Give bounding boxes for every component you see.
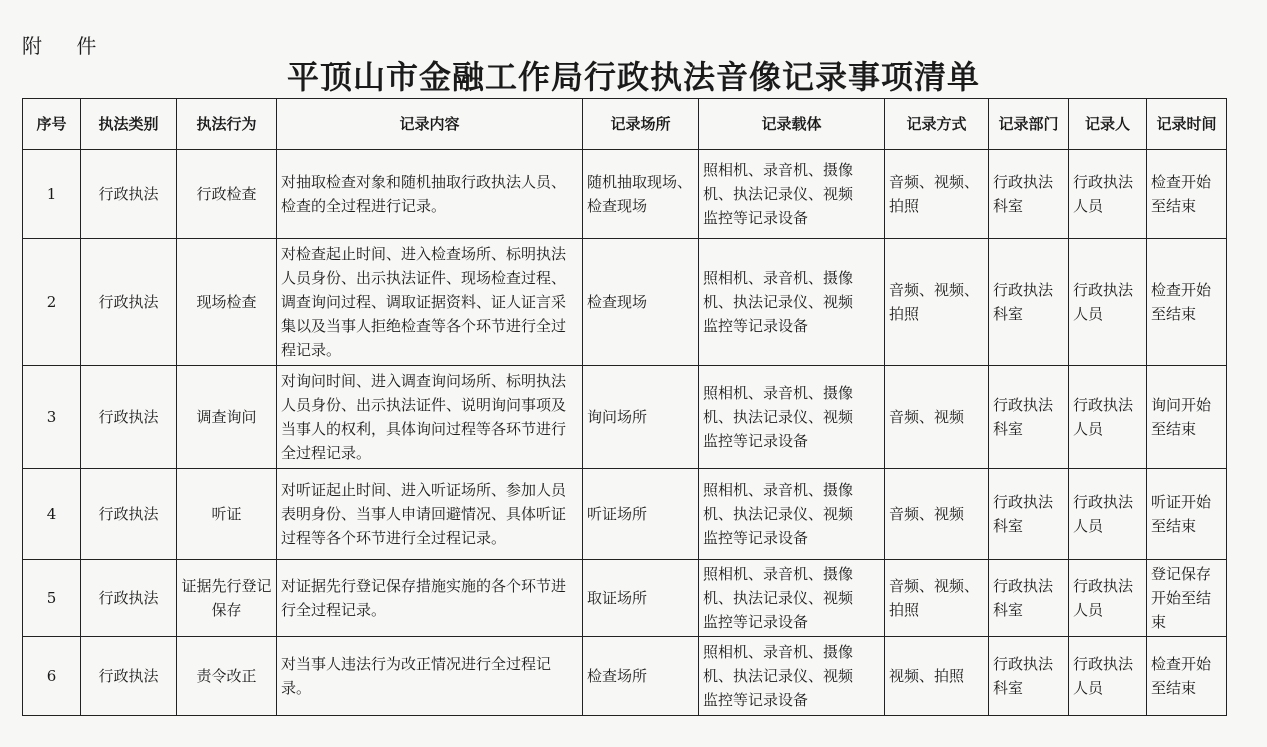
- column-header-action: 执法行为: [177, 99, 277, 150]
- column-header-method: 记录方式: [885, 99, 989, 150]
- cell-carrier: 照相机、录音机、摄像机、执法记录仪、视频 监控等记录设备: [699, 239, 885, 366]
- cell-action: 听证: [177, 469, 277, 560]
- cell-content: 对当事人违法行为改正情况进行全过程记录。: [277, 637, 583, 716]
- column-header-carrier: 记录载体: [699, 99, 885, 150]
- cell-department: 行政执法科室: [989, 150, 1069, 239]
- cell-action: 责令改正: [177, 637, 277, 716]
- cell-no: 2: [23, 239, 81, 366]
- cell-no: 5: [23, 560, 81, 637]
- column-header-department: 记录部门: [989, 99, 1069, 150]
- table-row: [23, 239, 1227, 366]
- table-header-row: [23, 99, 1227, 150]
- attachment-label: 附 件: [22, 34, 111, 58]
- cell-content: 对检查起止时间、进入检查场所、标明执法人员身份、出示执法证件、现场检查过程、调查询问过程、调取证据资料、证人证言采集以及当事人拒绝检查等各个环节进行全过程记录。: [277, 239, 583, 366]
- cell-place: 听证场所: [583, 469, 699, 560]
- cell-content: 对证据先行登记保存措施实施的各个环节进行全过程记录。: [277, 560, 583, 637]
- column-header-place: 记录场所: [583, 99, 699, 150]
- cell-carrier: 照相机、录音机、摄像机、执法记录仪、视频 监控等记录设备: [699, 637, 885, 716]
- cell-time: 听证开始至结束: [1147, 469, 1227, 560]
- cell-department: 行政执法科室: [989, 560, 1069, 637]
- cell-no: 6: [23, 637, 81, 716]
- cell-category: 行政执法: [81, 637, 177, 716]
- cell-no: 1: [23, 150, 81, 239]
- table-row: [23, 560, 1227, 637]
- cell-method: 音频、视频: [885, 366, 989, 469]
- cell-place: 询问场所: [583, 366, 699, 469]
- cell-place: 检查场所: [583, 637, 699, 716]
- cell-carrier: 照相机、录音机、摄像机、执法记录仪、视频 监控等记录设备: [699, 469, 885, 560]
- cell-department: 行政执法科室: [989, 637, 1069, 716]
- cell-recorder: 行政执法人员: [1069, 366, 1147, 469]
- cell-time: 检查开始至结束: [1147, 637, 1227, 716]
- cell-method: 音频、视频、拍照: [885, 239, 989, 366]
- cell-time: 登记保存开始至结束: [1147, 560, 1227, 637]
- cell-carrier: 照相机、录音机、摄像机、执法记录仪、视频 监控等记录设备: [699, 366, 885, 469]
- cell-time: 检查开始至结束: [1147, 150, 1227, 239]
- cell-carrier: 照相机、录音机、摄像机、执法记录仪、视频 监控等记录设备: [699, 560, 885, 637]
- table-row: [23, 637, 1227, 716]
- cell-method: 音频、视频、拍照: [885, 150, 989, 239]
- table-row: [23, 469, 1227, 560]
- cell-time: 检查开始至结束: [1147, 239, 1227, 366]
- cell-department: 行政执法科室: [989, 366, 1069, 469]
- document-title: 平顶山市金融工作局行政执法音像记录事项清单: [286, 58, 980, 96]
- cell-no: 4: [23, 469, 81, 560]
- cell-place: 检查现场: [583, 239, 699, 366]
- table-row: [23, 366, 1227, 469]
- cell-department: 行政执法科室: [989, 469, 1069, 560]
- cell-category: 行政执法: [81, 469, 177, 560]
- cell-method: 视频、拍照: [885, 637, 989, 716]
- cell-recorder: 行政执法人员: [1069, 469, 1147, 560]
- column-header-no: 序号: [23, 99, 81, 150]
- cell-recorder: 行政执法人员: [1069, 560, 1147, 637]
- cell-place: 取证场所: [583, 560, 699, 637]
- column-header-category: 执法类别: [81, 99, 177, 150]
- cell-content: 对抽取检查对象和随机抽取行政执法人员、检查的全过程进行记录。: [277, 150, 583, 239]
- cell-content: 对询问时间、进入调查询问场所、标明执法人员身份、出示执法证件、说明询问事项及当事人的权利，具体询问过程等各环节进行全过程记录。: [277, 366, 583, 469]
- cell-department: 行政执法科室: [989, 239, 1069, 366]
- cell-action: 调查询问: [177, 366, 277, 469]
- cell-category: 行政执法: [81, 150, 177, 239]
- cell-time: 询问开始至结束: [1147, 366, 1227, 469]
- column-header-time: 记录时间: [1147, 99, 1227, 150]
- cell-action: 证据先行登记保存: [177, 560, 277, 637]
- column-header-recorder: 记录人: [1069, 99, 1147, 150]
- cell-category: 行政执法: [81, 560, 177, 637]
- table-row: [23, 150, 1227, 239]
- cell-category: 行政执法: [81, 239, 177, 366]
- column-header-content: 记录内容: [277, 99, 583, 150]
- cell-method: 音频、视频: [885, 469, 989, 560]
- cell-action: 行政检查: [177, 150, 277, 239]
- cell-no: 3: [23, 366, 81, 469]
- cell-method: 音频、视频、拍照: [885, 560, 989, 637]
- cell-place: 随机抽取现场、检查现场: [583, 150, 699, 239]
- cell-recorder: 行政执法人员: [1069, 239, 1147, 366]
- cell-recorder: 行政执法人员: [1069, 150, 1147, 239]
- cell-category: 行政执法: [81, 366, 177, 469]
- records-table: [22, 98, 1227, 716]
- cell-action: 现场检查: [177, 239, 277, 366]
- cell-carrier: 照相机、录音机、摄像机、执法记录仪、视频 监控等记录设备: [699, 150, 885, 239]
- cell-content: 对听证起止时间、进入听证场所、参加人员表明身份、当事人申请回避情况、具体听证过程等各个环节进行全过程记录。: [277, 469, 583, 560]
- cell-recorder: 行政执法人员: [1069, 637, 1147, 716]
